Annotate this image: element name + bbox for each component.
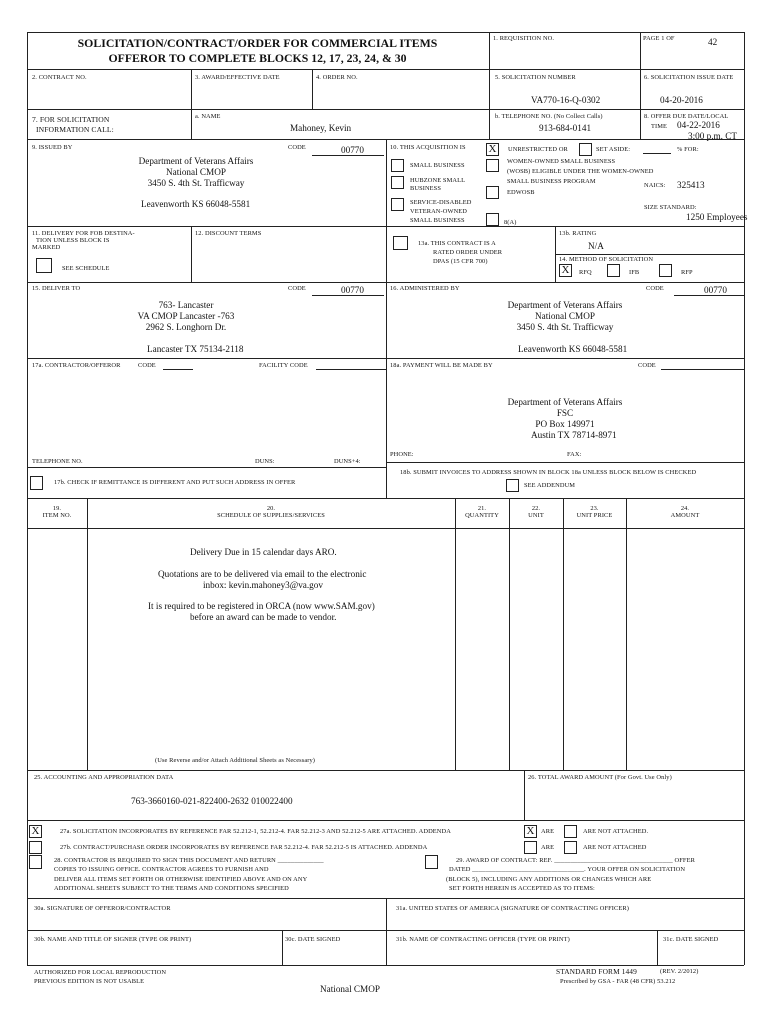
deliver-to-label: 15. DELIVER TO: [32, 285, 81, 292]
rated-order-label-2: RATED ORDER UNDER: [433, 249, 503, 256]
footer-reproduction-note: AUTHORIZED FOR LOCAL REPRODUCTION: [34, 969, 167, 976]
small-business-checkbox[interactable]: [391, 159, 404, 172]
facility-code-label: FACILITY CODE: [259, 362, 308, 369]
schedule-orca-text: It is required to be registered in ORCA (now www.SAM.gov): [148, 601, 375, 611]
solicitation-issue-date-label: 6. SOLICITATION ISSUE DATE: [644, 74, 734, 81]
addenda-27a-checkbox[interactable]: [29, 825, 42, 838]
offeror-date-signed-label: 30c. DATE SIGNED: [285, 936, 341, 943]
requisition-no-label: 1. REQUISITION NO.: [493, 35, 555, 42]
rated-order-label-3: DPAS (15 CFR 700): [433, 258, 488, 265]
accounting-data-label: 25. ACCOUNTING AND APPROPRIATION DATA: [34, 774, 174, 781]
set-aside-label: SET ASIDE:: [596, 146, 631, 153]
telephone-label: b. TELEPHONE NO. (No Collect Calls): [495, 113, 603, 120]
hubzone-label-2: BUSINESS: [410, 185, 441, 192]
edwosb-checkbox[interactable]: [486, 186, 499, 199]
telephone-no-label: TELEPHONE NO.: [32, 458, 83, 465]
acquisition-label: 10. THIS ACQUISITION IS: [390, 144, 466, 151]
administered-by-line4: Leavenworth KS 66048-5581: [518, 344, 628, 354]
award-line2: DATED __________________________________. YOUR OFFER ON SOLICITATION: [449, 866, 686, 873]
edwosb-label: EDWOSB: [507, 189, 535, 196]
offer-due-time: 3:00 p.m. CT: [688, 131, 738, 141]
rating-label: 13b. RATING: [559, 230, 597, 237]
not-attached-27b-label: ARE NOT ATTACHED: [583, 844, 647, 851]
col-amount: 24. AMOUNT: [670, 505, 700, 520]
duns4-label: DUNS+4:: [334, 458, 361, 465]
form-right-border: [744, 32, 745, 965]
deliver-to-address: [30, 300, 342, 333]
naics-value: 325413: [677, 180, 705, 190]
not-attached-27a-checkbox[interactable]: [564, 825, 577, 838]
contractor-sign-line1: 28. CONTRACTOR IS REQUIRED TO SIGN THIS DOCUMENT AND RETURN ______________: [54, 857, 324, 864]
solicitation-number: VA770-16-Q-0302: [531, 95, 601, 105]
form-title-line1: SOLICITATION/CONTRACT/ORDER FOR COMMERCIAL ITEMS: [77, 36, 438, 50]
fax-label: FAX:: [567, 451, 582, 458]
size-standard-label: SIZE STANDARD:: [644, 204, 697, 211]
name-label: a. NAME: [195, 113, 221, 120]
payment-line1: Department of Veterans Affairs: [507, 397, 623, 407]
offer-due-time-label: TIME: [651, 123, 668, 130]
form-title-line2: OFFEROR TO COMPLETE BLOCKS 12, 17, 23, 24, & 30: [108, 51, 407, 66]
discount-terms-label: 12. DISCOUNT TERMS: [195, 230, 262, 237]
sdvosb-label-2: VETERAN-OWNED: [410, 208, 468, 215]
not-attached-27a-label: ARE NOT ATTACHED.: [583, 828, 649, 835]
unrestricted-check-mark: X: [488, 143, 497, 155]
hubzone-checkbox[interactable]: [391, 176, 404, 189]
wosb-checkbox[interactable]: [486, 159, 499, 172]
award-line1: 29. AWARD OF CONTRACT: REF. ____________________________________ OFFER: [456, 857, 695, 864]
page-total: 42: [708, 37, 718, 47]
naics-label: NAICS:: [644, 182, 666, 189]
solicitation-info-label: 7. FOR SOLICITATION: [32, 115, 110, 124]
award-line3: (BLOCK 5), INCLUDING ANY ADDITIONS OR CHANGES WHICH ARE: [446, 876, 652, 883]
offer-due-date: 04-22-2016: [677, 120, 720, 130]
col-schedule: 20. SCHEDULE OF SUPPLIES/SERVICES: [217, 505, 325, 520]
contractor-sign-line2: COPIES TO ISSUING OFFICE. CONTRACTOR AGREES TO FURNISH AND: [54, 866, 269, 873]
form-title: [30, 36, 485, 67]
fob-label-3: MARKED: [32, 244, 61, 251]
officer-date-signed-label: 31c. DATE SIGNED: [663, 936, 719, 943]
are-27a-label: ARE: [541, 828, 555, 835]
contracting-officer-signature-label: 31a. UNITED STATES OF AMERICA (SIGNATURE OF CONTRACTING OFFICER): [396, 905, 629, 912]
see-addendum-label: SEE ADDENDUM: [524, 482, 576, 489]
size-standard-value: 1250 Employees: [686, 212, 748, 222]
payment-by-label: 18a. PAYMENT WILL BE MADE BY: [390, 362, 493, 369]
signer-name-label: 30b. NAME AND TITLE OF SIGNER (TYPE OR PRINT): [34, 936, 192, 943]
administered-by-code-label: CODE: [646, 285, 664, 292]
hubzone-label-1: HUBZONE SMALL: [410, 177, 466, 184]
deliver-to-line4: Lancaster TX 75134-2118: [147, 344, 244, 354]
footer-revision: (REV. 2/2012): [660, 968, 699, 975]
schedule-email-text: inbox: kevin.mahoney3@va.gov: [203, 580, 323, 590]
issued-by-line2: National CMOP: [166, 167, 226, 178]
set-aside-checkbox[interactable]: [579, 143, 592, 156]
contract-no-label: 2. CONTRACT NO.: [32, 74, 87, 81]
solicitation-number-label: 5. SOLICITATION NUMBER: [495, 74, 576, 81]
deliver-to-code-label: CODE: [288, 285, 306, 292]
form-top-border: [27, 32, 744, 33]
solicitation-info-label-2: INFORMATION CALL:: [36, 125, 114, 134]
rating-value: N/A: [588, 241, 604, 251]
wosb-label-2: (WOSB) ELIGIBLE UNDER THE WOMEN-OWNED: [507, 168, 654, 175]
col-quantity: 21. QUANTITY: [465, 505, 499, 520]
col-unit-price: 23. UNIT PRICE: [576, 505, 613, 520]
administered-by-code: 00770: [704, 285, 727, 295]
see-schedule-label: SEE SCHEDULE: [62, 265, 110, 272]
administered-by-line1: Department of Veterans Affairs: [507, 300, 623, 310]
rated-order-checkbox[interactable]: [393, 236, 408, 250]
duns-label: DUNS:: [255, 458, 275, 465]
administered-by-line3: 3450 S. 4th St. Trafficway: [516, 322, 614, 333]
deliver-to-line3: 2962 S. Longhorn Dr.: [145, 322, 227, 333]
remittance-checkbox[interactable]: [30, 476, 43, 490]
see-addendum-checkbox[interactable]: [506, 479, 519, 492]
rfq-checkbox[interactable]: [559, 264, 572, 277]
offeror-signature-label: 30a. SIGNATURE OF OFFEROR/CONTRACTOR: [34, 905, 171, 912]
addenda-27a-check-mark: X: [31, 825, 40, 837]
unrestricted-checkbox[interactable]: [486, 143, 499, 156]
footer-prescribed-by: Prescribed by GSA - FAR (48 CFR) 53.212: [560, 978, 676, 985]
fob-label-1: 11. DELIVERY FOR FOB DESTINA-: [32, 230, 135, 237]
deliver-to-line1: 763- Lancaster: [158, 300, 214, 310]
administered-by-address: [390, 300, 740, 333]
payment-code-label: CODE: [638, 362, 656, 369]
order-no-label: 4. ORDER NO.: [316, 74, 358, 81]
col-unit: 22. UNIT: [528, 505, 544, 520]
contact-telephone: 913-684-0141: [539, 123, 592, 133]
award-date-label: 3. AWARD/EFFECTIVE DATE: [195, 74, 280, 81]
rfq-check-mark: X: [561, 264, 570, 276]
see-schedule-checkbox[interactable]: [36, 258, 52, 273]
ifb-label: IFB: [629, 269, 640, 276]
are-27b-label: ARE: [541, 844, 555, 851]
issued-by-line1: Department of Veterans Affairs: [138, 156, 254, 166]
ifb-checkbox[interactable]: [607, 264, 620, 277]
are-attached-27b-checkbox[interactable]: [524, 841, 537, 854]
page-label: PAGE 1 OF: [643, 35, 675, 42]
contact-name: Mahoney, Kevin: [290, 123, 352, 133]
rfq-label: RFQ: [579, 269, 592, 276]
sdvosb-checkbox[interactable]: [391, 198, 404, 211]
eight-a-checkbox[interactable]: [486, 213, 499, 226]
administered-by-label: 16. ADMINISTERED BY: [390, 285, 460, 292]
wosb-label-3: SMALL BUSINESS PROGRAM: [507, 178, 596, 185]
sdvosb-label-3: SMALL BUSINESS: [410, 217, 465, 224]
issued-by-code-label: CODE: [288, 144, 306, 151]
offer-due-label: 8. OFFER DUE DATE/LOCAL: [644, 113, 729, 120]
payment-address: [390, 397, 740, 430]
deliver-to-line2: VA CMOP Lancaster -763: [137, 311, 235, 322]
schedule-delivery-text: Delivery Due in 15 calendar days ARO.: [190, 547, 337, 557]
issued-by-label: 9. ISSUED BY: [32, 144, 73, 151]
small-business-label: SMALL BUSINESS: [410, 162, 465, 169]
issued-by-line4: Leavenworth KS 66048-5581: [141, 199, 251, 209]
percent-for-label: % FOR:: [677, 146, 699, 153]
footer-form-number: STANDARD FORM 1449: [556, 967, 637, 976]
award-line4: SET FORTH HEREIN IS ACCEPTED AS TO ITEMS:: [449, 885, 595, 892]
payment-line4: Austin TX 78714-8971: [531, 430, 617, 440]
contractor-sign-line3: DELIVER ALL ITEMS SET FORTH OR OTHERWISE IDENTIFIED ABOVE AND ON ANY: [54, 876, 308, 883]
not-attached-27b-checkbox[interactable]: [564, 841, 577, 854]
payment-line2: FSC: [556, 408, 574, 419]
schedule-footnote: (Use Reverse and/or Attach Additional Sheets as Necessary): [155, 757, 316, 764]
award-checkbox[interactable]: [425, 855, 438, 869]
contractor-label: 17a. CONTRACTOR/OFFEROR: [32, 362, 121, 369]
method-of-solicitation-label: 14. METHOD OF SOLICITATION: [559, 256, 654, 263]
issued-by-code: 00770: [341, 145, 364, 155]
rated-order-label-1: 13a. THIS CONTRACT IS A: [418, 240, 496, 247]
addenda-27b-checkbox[interactable]: [29, 841, 42, 854]
rfp-label: RFP: [681, 269, 693, 276]
deliver-to-code: 00770: [341, 285, 364, 295]
schedule-award-text: before an award can be made to vendor.: [190, 612, 337, 622]
accounting-data-value: 763-3660160-021-822400-2632 010022400: [131, 796, 293, 806]
clause-27b-text: 27b. CONTRACT/PURCHASE ORDER INCORPORATES BY REFERENCE FAR 52.212-4. FAR 52.212-5 IS ATTACHED. ADDENDA: [60, 844, 428, 851]
col-item-no: 19. ITEM NO.: [42, 505, 72, 520]
footer-edition-note: PREVIOUS EDITION IS NOT USABLE: [34, 978, 145, 985]
solicitation-issue-date: 04-20-2016: [660, 95, 703, 105]
clause-27a-text: 27a. SOLICITATION INCORPORATES BY REFERENCE FAR 52.212-1, 52.212-4. FAR 52.212-3 AND 52.212-5 ARE ATTACHED. ADDENDA: [60, 828, 451, 835]
payment-line3: PO Box 149971: [535, 419, 595, 430]
wosb-label-1: WOMEN-OWNED SMALL BUSINESS: [507, 158, 616, 165]
administered-by-line2: National CMOP: [535, 311, 595, 322]
sdvosb-label-1: SERVICE-DISABLED: [410, 199, 472, 206]
contractor-sign-checkbox[interactable]: [29, 855, 42, 869]
phone-label: PHONE:: [390, 451, 414, 458]
contractor-code-label: CODE: [138, 362, 156, 369]
are-attached-27a-check-mark: X: [526, 825, 535, 837]
footer-center-text: National CMOP: [320, 984, 380, 994]
contractor-sign-line4: ADDITIONAL SHEETS SUBJECT TO THE TERMS AND CONDITIONS SPECIFIED: [54, 885, 289, 892]
issued-by-address: [40, 156, 352, 189]
submit-invoices-label: 18b. SUBMIT INVOICES TO ADDRESS SHOWN IN BLOCK 18a UNLESS BLOCK BELOW IS CHECKED: [400, 469, 697, 476]
contracting-officer-name-label: 31b. NAME OF CONTRACTING OFFICER (TYPE OR PRINT): [396, 936, 570, 943]
schedule-quotation-text: Quotations are to be delivered via email to the electronic: [158, 569, 367, 579]
fob-label-2: TION UNLESS BLOCK IS: [36, 237, 110, 244]
total-award-label: 26. TOTAL AWARD AMOUNT (For Govt. Use Only): [528, 774, 672, 781]
issued-by-line3: 3450 S. 4th St. Trafficway: [147, 178, 245, 189]
rfp-checkbox[interactable]: [659, 264, 672, 277]
remittance-label: 17b. CHECK IF REMITTANCE IS DIFFERENT AND PUT SUCH ADDRESS IN OFFER: [54, 479, 296, 486]
eight-a-label: 8(A): [504, 219, 517, 226]
are-attached-27a-checkbox[interactable]: [524, 825, 537, 838]
unrestricted-label: UNRESTRICTED OR: [508, 146, 568, 153]
